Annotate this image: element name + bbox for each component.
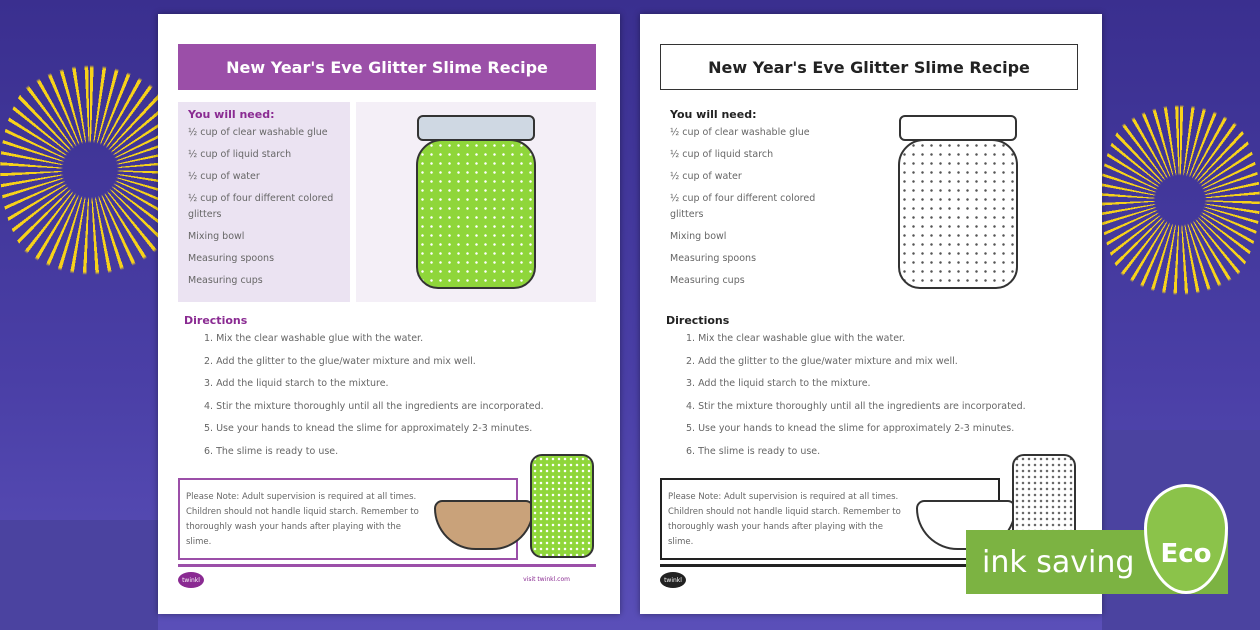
ingredient: ½ cup of clear washable glue xyxy=(670,127,810,138)
ingredient: Mixing bowl xyxy=(188,231,245,242)
ingredient: ½ cup of liquid starch xyxy=(670,149,774,160)
ingredient: ½ cup of four different colored glitters xyxy=(670,193,816,220)
direction-step: 5. Use your hands to knead the slime for approximately 2-3 minutes. xyxy=(686,423,1015,434)
directions xyxy=(666,314,1086,463)
city-skyline xyxy=(0,520,158,630)
direction-step: 2. Add the glitter to the glue/water mixture and mix well. xyxy=(204,355,476,367)
ink-saving-worksheet xyxy=(640,14,1102,614)
eco-label: Eco xyxy=(1160,539,1212,569)
ink-saving-badge xyxy=(966,530,1228,594)
worksheet-title: New Year's Eve Glitter Slime Recipe xyxy=(178,44,596,90)
direction-step: 5. Use your hands to knead the slime for approximately 2-3 minutes. xyxy=(204,423,533,434)
footer-divider xyxy=(178,564,596,567)
ingredients-panel xyxy=(660,102,832,302)
direction-step: 3. Add the liquid starch to the mixture. xyxy=(204,378,389,389)
directions-heading: Directions xyxy=(666,314,730,327)
worksheet-title: New Year's Eve Glitter Slime Recipe xyxy=(660,44,1078,90)
twinkl-logo: twinkl xyxy=(178,572,204,588)
ingredient: ½ cup of water xyxy=(670,171,742,182)
twinkl-logo: twinkl xyxy=(660,572,686,588)
direction-step: 3. Add the liquid starch to the mixture. xyxy=(686,378,871,389)
ingredient: ½ cup of four different colored glitters xyxy=(188,193,334,220)
note-text: Please Note: Adult supervision is required at all times. Children should not handle liquid starch. Remember to thoroughly wash your hands after playing with the slime. xyxy=(668,492,901,547)
ingredient: Mixing bowl xyxy=(670,231,727,242)
firework xyxy=(0,50,180,290)
footer-url: visit twinkl.com xyxy=(523,576,570,583)
jar-illustration xyxy=(838,102,1078,302)
ingredient: Measuring cups xyxy=(188,275,263,286)
small-jar-illustration xyxy=(530,454,594,558)
ingredient: Measuring cups xyxy=(670,275,745,286)
ingredients-heading: You will need: xyxy=(188,108,275,121)
directions xyxy=(184,314,604,463)
direction-step: 4. Stir the mixture thoroughly until all the ingredients are incorporated. xyxy=(204,400,544,412)
ingredients-heading: You will need: xyxy=(670,108,757,121)
ingredients-panel xyxy=(178,102,350,302)
color-worksheet xyxy=(158,14,620,614)
badge-label: ink saving xyxy=(982,544,1135,580)
ingredient: Measuring spoons xyxy=(188,253,275,264)
ingredient: ½ cup of water xyxy=(188,171,260,182)
direction-step: 6. The slime is ready to use. xyxy=(204,445,339,457)
ingredient: Measuring spoons xyxy=(670,253,757,264)
firework xyxy=(1100,90,1260,310)
direction-step: 1. Mix the clear washable glue with the water. xyxy=(204,333,424,344)
jar-illustration xyxy=(356,102,596,302)
direction-step: 6. The slime is ready to use. xyxy=(686,445,821,457)
ingredient: ½ cup of liquid starch xyxy=(188,149,292,160)
ingredient: ½ cup of clear washable glue xyxy=(188,127,328,138)
note-text: Please Note: Adult supervision is required at all times. Children should not handle liquid starch. Remember to thoroughly wash your hands after playing with the slime. xyxy=(186,492,419,547)
direction-step: 1. Mix the clear washable glue with the water. xyxy=(686,333,906,344)
direction-step: 2. Add the glitter to the glue/water mixture and mix well. xyxy=(686,355,958,367)
direction-step: 4. Stir the mixture thoroughly until all the ingredients are incorporated. xyxy=(686,400,1026,412)
directions-heading: Directions xyxy=(184,314,248,327)
